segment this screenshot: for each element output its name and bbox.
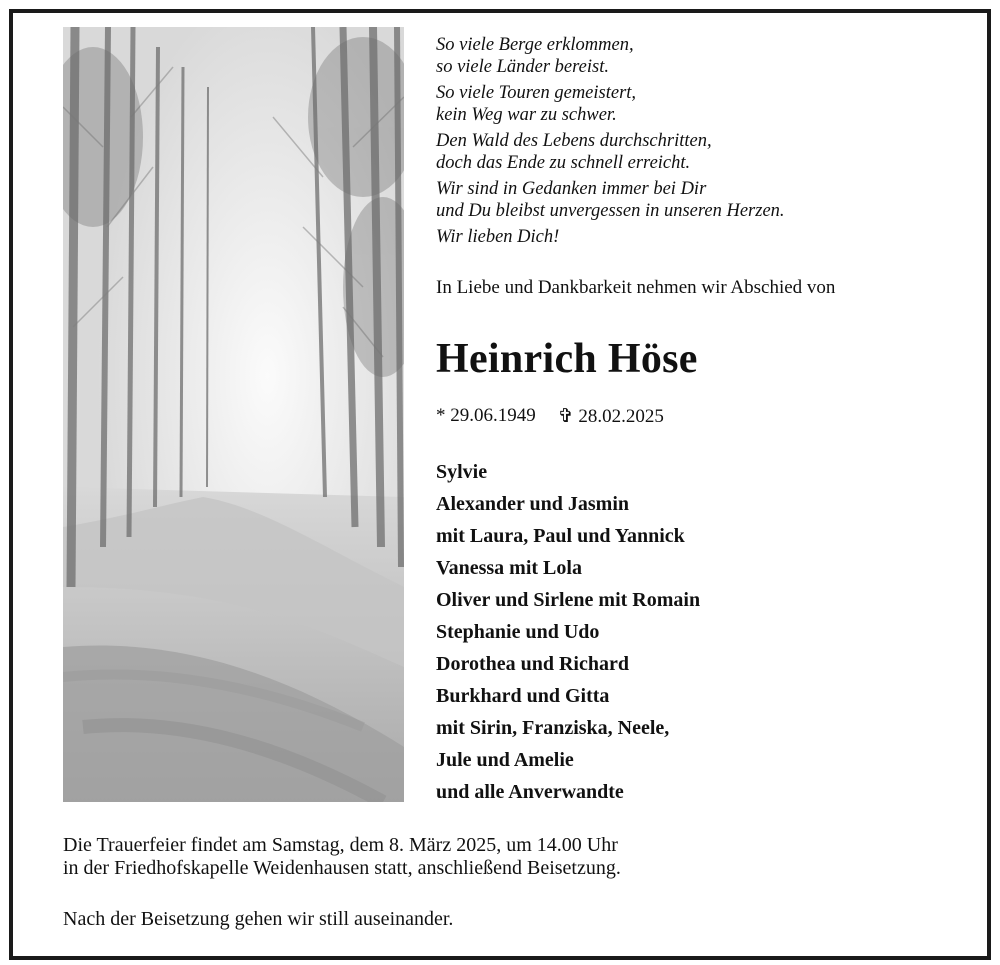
birth-date: * 29.06.1949 (436, 405, 536, 426)
poem-line: So viele Berge erklommen, (436, 35, 634, 55)
poem-line: so viele Länder bereist. (436, 57, 609, 77)
death-date: ✞ 28.02.2025 (557, 406, 664, 427)
poem-line: Wir sind in Gedanken immer bei Dir (436, 179, 707, 199)
poem-stanza (436, 178, 956, 222)
poem-line: kein Weg war zu schwer. (436, 105, 617, 125)
poem-stanza (436, 130, 956, 174)
closing-note: Nach der Beisetzung gehen wir still auseinander. (63, 908, 454, 930)
mourner-line: Stephanie und Udo (436, 621, 600, 643)
poem-line: Den Wald des Lebens durchschritten, (436, 131, 712, 151)
forest-path-image (63, 27, 404, 802)
poem-line: und Du bleibst unvergessen in unseren Herzen. (436, 201, 785, 221)
mourner-line: mit Sirin, Franziska, Neele, (436, 717, 670, 739)
memorial-poem (436, 34, 956, 252)
mourner-line: Dorothea und Richard (436, 653, 629, 675)
mourners-list (436, 456, 700, 808)
forest-path-photo (63, 27, 404, 802)
funeral-service-info (63, 834, 621, 880)
mourner-line: Oliver und Sirlene mit Romain (436, 589, 701, 611)
poem-line: doch das Ende zu schnell erreicht. (436, 153, 691, 173)
poem-stanza (436, 82, 956, 126)
mourner-line: Alexander und Jasmin (436, 493, 630, 515)
farewell-intro: In Liebe und Dankbarkeit nehmen wir Abschied von (436, 277, 836, 298)
mourner-line: Vanessa mit Lola (436, 557, 582, 579)
life-dates (436, 405, 664, 428)
deceased-name: Heinrich Höse (436, 336, 698, 382)
mourner-line: Jule und Amelie (436, 749, 574, 771)
mourner-line: und alle Anverwandte (436, 781, 624, 803)
service-line: in der Friedhofskapelle Weidenhausen statt, anschließend Beisetzung. (63, 857, 621, 879)
poem-line: Wir lieben Dich! (436, 227, 560, 247)
poem-stanza (436, 34, 956, 78)
mourner-line: Burkhard und Gitta (436, 685, 610, 707)
mourner-line: mit Laura, Paul und Yannick (436, 525, 685, 547)
poem-line: So viele Touren gemeistert, (436, 83, 637, 103)
service-line: Die Trauerfeier findet am Samstag, dem 8. März 2025, um 14.00 Uhr (63, 834, 618, 856)
mourner-line: Sylvie (436, 461, 488, 483)
poem-stanza (436, 226, 956, 248)
